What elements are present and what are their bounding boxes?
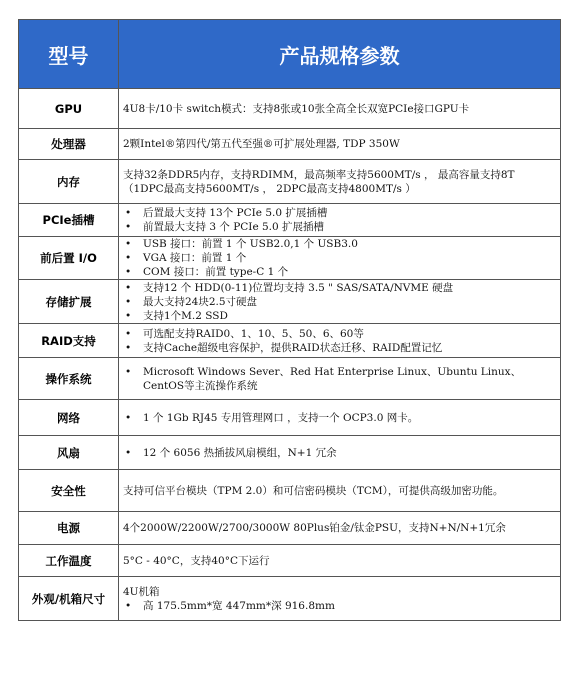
- spec-bullet-item: • 最大支持24块2.5寸硬盘: [123, 295, 557, 309]
- spec-row: [19, 358, 561, 400]
- spec-value: [119, 160, 561, 204]
- spec-bullet-item: • COM 接口：前置 type-C 1 个: [123, 265, 557, 279]
- spec-bullet-item: • 支持Cache超级电容保护，提供RAID状态迁移、RAID配置记忆: [123, 341, 557, 355]
- spec-label: RAID支持: [19, 324, 119, 358]
- spec-bullet-item: • 前置最大支持 3 个 PCIe 5.0 扩展插槽: [123, 220, 557, 234]
- spec-bullet-item: • 可选配支持RAID0、1、10、5、50、6、60等: [123, 327, 557, 341]
- spec-row: [19, 237, 561, 280]
- spec-value: [119, 204, 561, 237]
- spec-value: [119, 237, 561, 280]
- spec-value: [119, 129, 561, 160]
- spec-text: 2颗Intel®第四代/第五代至强®可扩展处理器, TDP 350W: [123, 138, 400, 150]
- spec-text: 支持可信平台模块（TPM 2.0）和可信密码模块（TCM），可提供高级加密功能。: [123, 484, 504, 497]
- spec-bullet-item: • 高 175.5mm*宽 447mm*深 916.8mm: [123, 599, 557, 613]
- model-header: 型号: [19, 20, 119, 89]
- spec-bullet-item: • 支持12 个 HDD(0-11)位置均支持 3.5 " SAS/SATA/NVME 硬盘: [123, 281, 557, 295]
- spec-value: [119, 89, 561, 129]
- spec-row: [19, 160, 561, 204]
- spec-label: 风扇: [19, 436, 119, 470]
- spec-bullet-list: [123, 281, 557, 323]
- spec-label: 外观/机箱尺寸: [19, 577, 119, 621]
- spec-label: 电源: [19, 512, 119, 545]
- spec-row: [19, 280, 561, 324]
- spec-row: [19, 324, 561, 358]
- spec-bullet-list: [123, 599, 557, 613]
- spec-value: [119, 358, 561, 400]
- spec-bullet-list: [123, 411, 557, 425]
- spec-row: [19, 470, 561, 512]
- spec-row: [19, 129, 561, 160]
- spec-row: [19, 577, 561, 621]
- spec-bullet-item: • 12 个 6056 热插拔风扇模组，N+1 冗余: [123, 446, 557, 460]
- spec-bullet-list: [123, 365, 557, 393]
- spec-bullet-list: [123, 446, 557, 460]
- spec-value: [119, 470, 561, 512]
- spec-bullet-item: • VGA 接口：前置 1 个: [123, 251, 557, 265]
- spec-label: PCIe插槽: [19, 204, 119, 237]
- spec-label: 内存: [19, 160, 119, 204]
- spec-text: 4个2000W/2200W/2700/3000W 80Plus铂金/钛金PSU，支持N+N/N+1冗余: [123, 522, 506, 534]
- spec-bullet-item: • Microsoft Windows Sever、Red Hat Enterprise Linux、Ubuntu Linux、CentOS等主流操作系统: [123, 365, 557, 393]
- spec-bullet-list: [123, 327, 557, 355]
- spec-label: 网络: [19, 400, 119, 436]
- spec-text: 支持32条DDR5内存，支持RDIMM，最高频率支持5600MT/s ， 最高容量支持8T: [123, 168, 515, 181]
- spec-table: [18, 19, 561, 621]
- spec-text: 5°C - 40°C，支持40°C下运行: [123, 554, 270, 567]
- spec-value: [119, 400, 561, 436]
- spec-value: [119, 436, 561, 470]
- spec-value: [119, 280, 561, 324]
- spec-bullet-list: [123, 237, 557, 279]
- spec-bullet-item: • 支持1个M.2 SSD: [123, 309, 557, 323]
- spec-value: [119, 577, 561, 621]
- spec-bullet-item: • 1 个 1Gb RJ45 专用管理网口 ，支持一个 OCP3.0 网卡。: [123, 411, 557, 425]
- spec-row: [19, 204, 561, 237]
- spec-bullet-item: • USB 接口：前置 1 个 USB2.0,1 个 USB3.0: [123, 237, 557, 251]
- spec-text: 4U8卡/10卡 switch模式：支持8张或10张全高全长双宽PCIe接口GPU卡: [123, 102, 470, 115]
- spec-label: 存储扩展: [19, 280, 119, 324]
- spec-bullet-item: • 后置最大支持 13个 PCIe 5.0 扩展插槽: [123, 206, 557, 220]
- spec-label: 工作温度: [19, 545, 119, 577]
- spec-row: [19, 512, 561, 545]
- spec-label: GPU: [19, 89, 119, 129]
- spec-value: [119, 545, 561, 577]
- spec-row: [19, 400, 561, 436]
- spec-label: 处理器: [19, 129, 119, 160]
- spec-label: 操作系统: [19, 358, 119, 400]
- spec-text: 4U机箱: [123, 585, 160, 598]
- spec-text: （1DPC最高支持5600MT/s ， 2DPC最高支持4800MT/s ）: [123, 182, 416, 195]
- spec-label: 前后置 I/O: [19, 237, 119, 280]
- spec-bullet-list: [123, 206, 557, 234]
- spec-value: [119, 512, 561, 545]
- spec-row: [19, 436, 561, 470]
- spec-row: [19, 89, 561, 129]
- spec-label: 安全性: [19, 470, 119, 512]
- header-row: [19, 20, 561, 89]
- spec-row: [19, 545, 561, 577]
- spec-value: [119, 324, 561, 358]
- spec-header: 产品规格参数: [119, 20, 561, 89]
